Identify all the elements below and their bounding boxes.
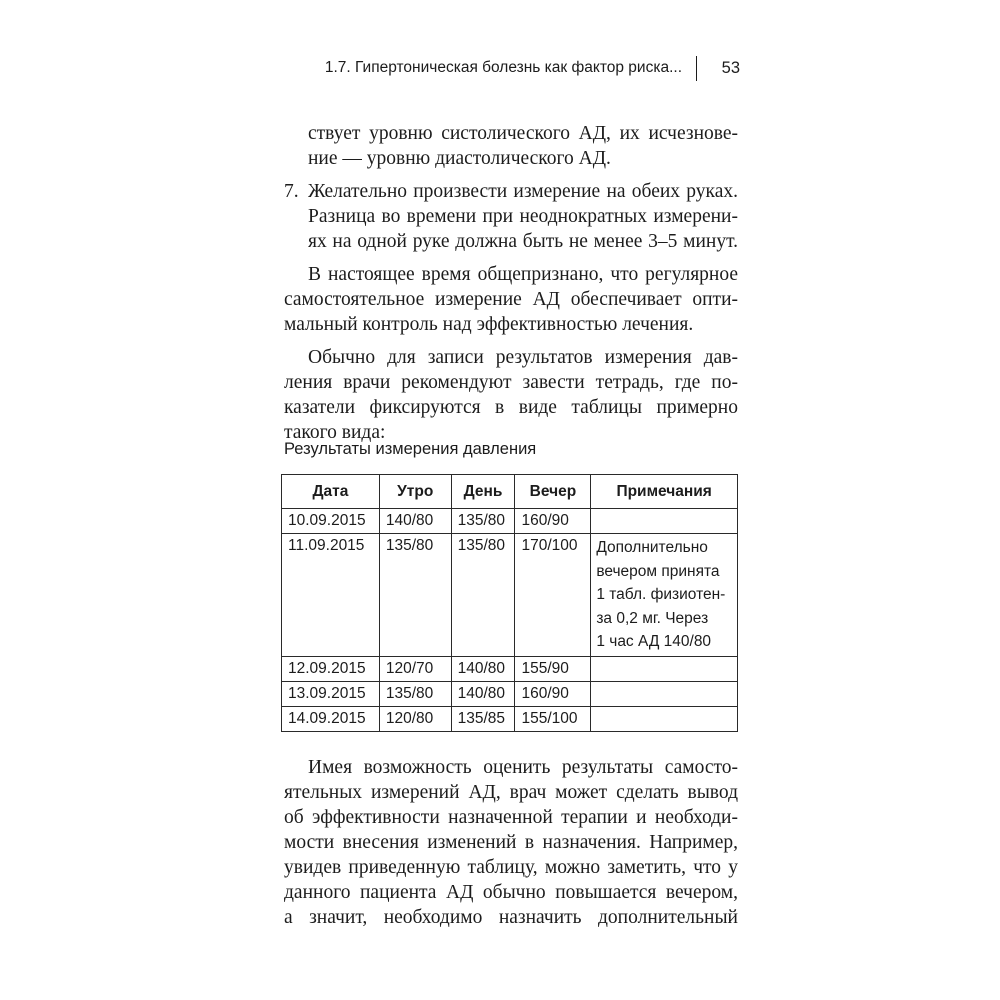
text-line: ствует уровню систолического АД, их исчезнове-	[308, 123, 738, 144]
column-header: День	[451, 475, 515, 509]
day-cell: 140/80	[451, 656, 515, 681]
paragraph-line: ятельных измерений АД, врач может сделать вывод	[284, 782, 738, 803]
pressure-table	[281, 474, 738, 732]
paragraph-line: казатели фиксируются в виде таблицы примерно	[284, 397, 738, 418]
paragraph-line: Обычно для записи результатов измерения дав-	[308, 347, 738, 368]
paragraph-line: ления врачи рекомендуют завести тетрадь, где по-	[284, 372, 738, 393]
table-row	[282, 656, 738, 681]
evening-cell: 160/90	[515, 681, 591, 706]
morning-cell: 140/80	[379, 509, 451, 534]
page-number: 53	[721, 59, 740, 77]
list-item-text: Желательно произвести измерение на обеих руках.	[308, 181, 738, 202]
list-item-number: 7.	[284, 181, 299, 202]
paragraph-line: мости внесения изменений в назначения. Например,	[284, 832, 738, 853]
morning-cell: 120/80	[379, 706, 451, 731]
paragraph-line: мальный контроль над эффективностью лечения.	[284, 314, 694, 335]
note-line: 1 табл. физиотен-	[596, 586, 726, 603]
date-cell: 11.09.2015	[282, 534, 380, 657]
notes-cell	[591, 656, 738, 681]
body-text-top	[284, 121, 738, 445]
notes-cell	[591, 706, 738, 731]
running-head-divider	[696, 56, 697, 81]
evening-cell: 155/90	[515, 656, 591, 681]
paragraph-line: Имея возможность оценить результаты самосто-	[308, 757, 738, 778]
column-header: Утро	[379, 475, 451, 509]
paragraph-line: самостоятельное измерение АД обеспечивает опти-	[284, 289, 738, 310]
column-header: Вечер	[515, 475, 591, 509]
evening-cell: 160/90	[515, 509, 591, 534]
note-line: за 0,2 мг. Через	[596, 609, 709, 627]
column-header: Дата	[282, 475, 380, 509]
paragraph-line: а значит, необходимо назначить дополнительный	[284, 907, 738, 928]
paragraph-line: об эффективности назначенной терапии и необходи-	[284, 807, 738, 828]
paragraph-line: данного пациента АД обычно повышается вечером,	[284, 882, 738, 903]
column-header: Примечания	[591, 475, 738, 509]
note-line: 1 час АД 140/80	[596, 633, 712, 650]
paragraph-line: увидев приведенную таблицу, можно заметить, что у	[284, 857, 738, 878]
table-row	[282, 534, 738, 657]
list-item-7-line: ях на одной руке должна быть не менее 3–5 минут.	[308, 231, 738, 252]
date-cell: 10.09.2015	[282, 509, 380, 534]
date-cell: 12.09.2015	[282, 656, 380, 681]
morning-cell: 135/80	[379, 681, 451, 706]
evening-cell: 155/100	[515, 706, 591, 731]
date-cell: 14.09.2015	[282, 706, 380, 731]
day-cell: 135/80	[451, 534, 515, 657]
table-header-row	[282, 475, 738, 509]
running-head	[300, 58, 740, 82]
list-item-7-line: Разница во времени при неоднократных измерени-	[308, 206, 738, 227]
day-cell: 140/80	[451, 681, 515, 706]
table-row	[282, 681, 738, 706]
morning-cell: 120/70	[379, 656, 451, 681]
note-line: вечером принята	[596, 562, 720, 580]
running-head-title: 1.7. Гипертоническая болезнь как фактор риска...	[324, 59, 682, 76]
notes-cell	[591, 509, 738, 534]
text-line: ние — уровню диастолического АД.	[308, 148, 611, 169]
note-line: Дополнительно	[596, 539, 708, 556]
day-cell: 135/85	[451, 706, 515, 731]
evening-cell: 170/100	[515, 534, 591, 657]
date-cell: 13.09.2015	[282, 681, 380, 706]
paragraph-line: такого вида:	[284, 422, 386, 443]
table-row	[282, 706, 738, 731]
paragraph-line: В настоящее время общепризнано, что регулярное	[308, 264, 738, 285]
table-caption: Результаты измерения давления	[284, 440, 537, 458]
list-item-7-line	[284, 179, 738, 204]
notes-cell	[591, 534, 738, 657]
body-text-bottom	[284, 755, 738, 930]
notes-cell	[591, 681, 738, 706]
table-row	[282, 509, 738, 534]
morning-cell: 135/80	[379, 534, 451, 657]
day-cell: 135/80	[451, 509, 515, 534]
